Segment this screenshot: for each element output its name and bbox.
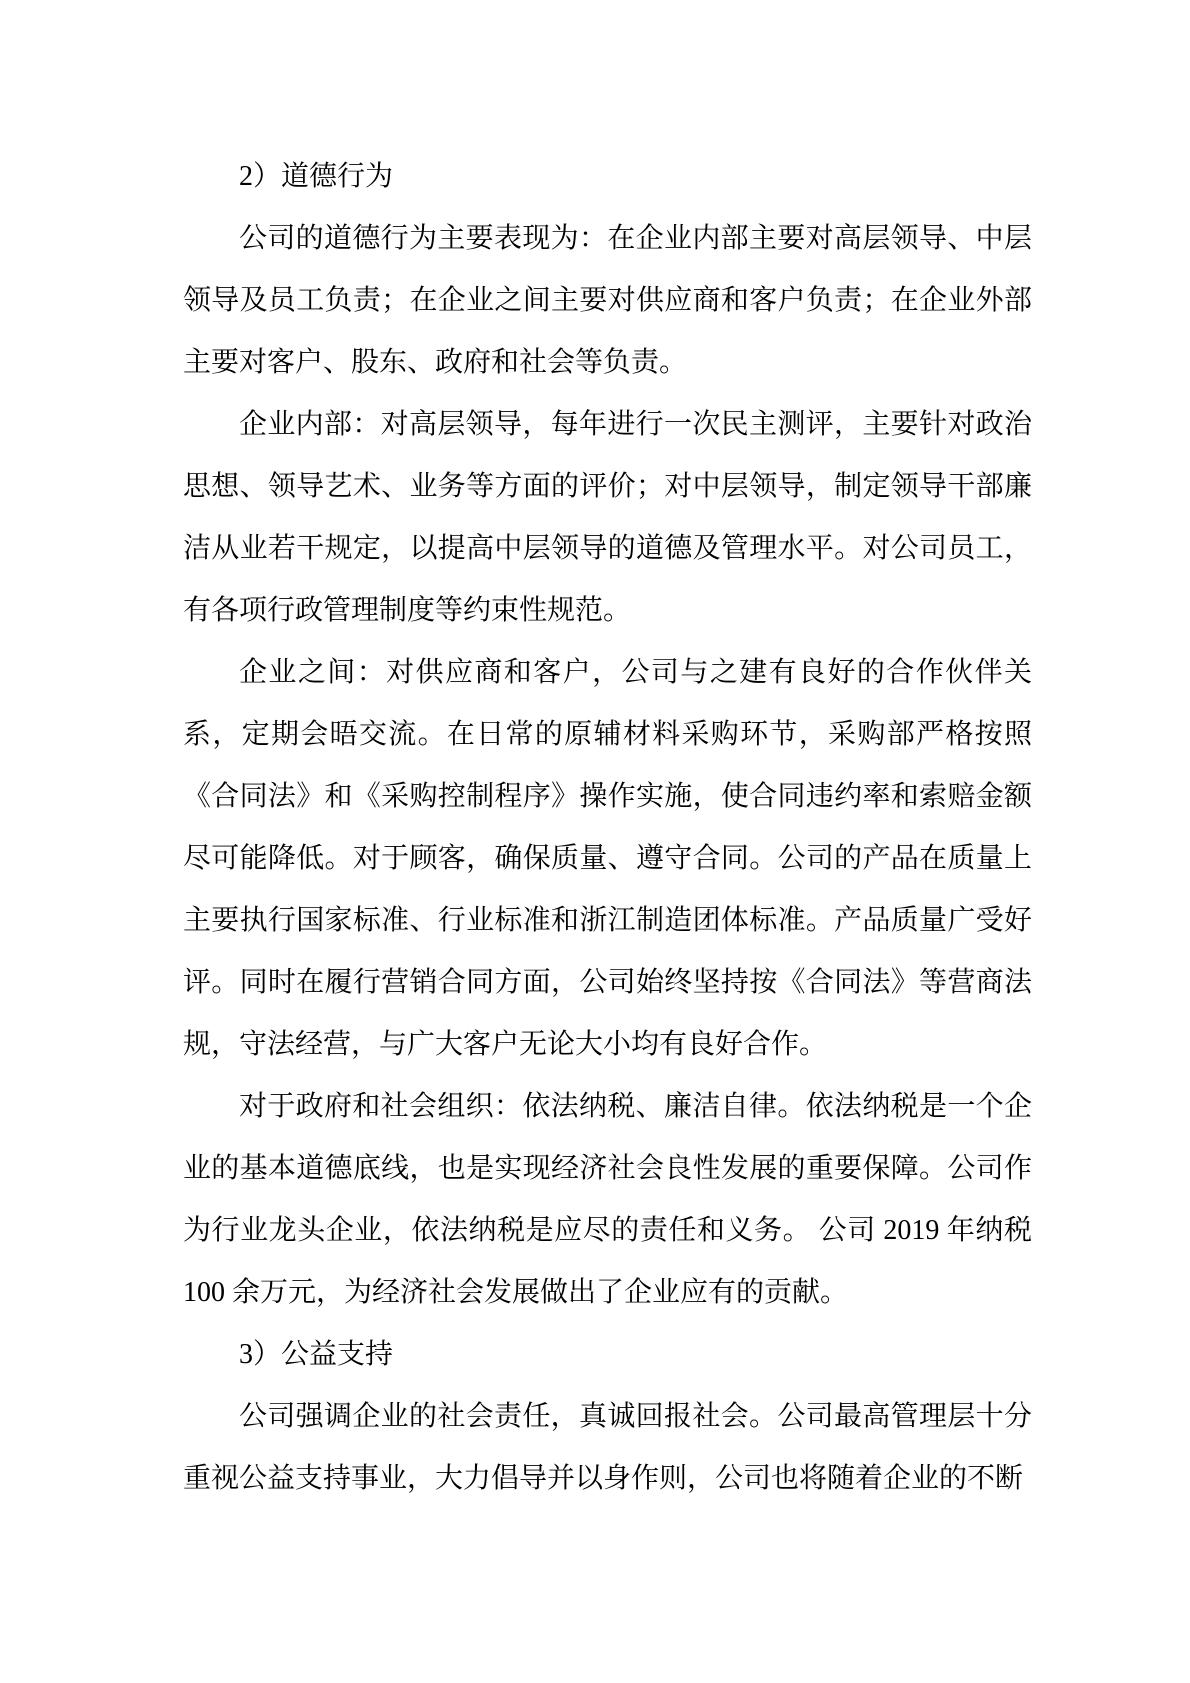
document-body (183, 146, 1032, 1510)
para-government-society: 对于政府和社会组织：依法纳税、廉洁自律。依法纳税是一个企业的基本道德底线，也是实现经济社会良性发展的重要保障。公司作为行业龙头企业，依法纳税是应尽的责任和义务。 公司 2019 年纳税 100 余万元，为经济社会发展做出了企业应有的贡献。 (183, 1091, 1032, 1308)
para-moral-overview: 公司的道德行为主要表现为：在企业内部主要对高层领导、中层领导及员工负责；在企业之间主要对供应商和客户负责；在企业外部主要对客户、股东、政府和社会等负责。 (183, 223, 1032, 378)
para-between-enterprises: 企业之间：对供应商和客户，公司与之建有良好的合作伙伴关系，定期会晤交流。在日常的原辅材料采购环节，采购部严格按照《合同法》和《采购控制程序》操作实施，使合同违约率和索赔金额尽可能降低。对于顾客，确保质量、遵守合同。公司的产品在质量上主要执行国家标准、行业标准和浙江制造团体标准。产品质量广受好评。同时在履行营销合同方面，公司始终坚持按《合同法》等营商法规，守法经营，与广大客户无论大小均有良好合作。 (183, 657, 1032, 1060)
para-internal-enterprise: 企业内部：对高层领导，每年进行一次民主测评，主要针对政治思想、领导艺术、业务等方面的评价；对中层领导，制定领导干部廉洁从业若干规定，以提高中层领导的道德及管理水平。对公司员工，有各项行政管理制度等约束性规范。 (183, 409, 1032, 626)
para-public-welfare-intro: 公司强调企业的社会责任，真诚回报社会。公司最高管理层十分重视公益支持事业，大力倡导并以身作则，公司也将随着企业的不断 (183, 1401, 1032, 1494)
heading-moral-behavior: 2）道德行为 (239, 161, 394, 192)
heading-public-welfare: 3）公益支持 (239, 1339, 394, 1370)
